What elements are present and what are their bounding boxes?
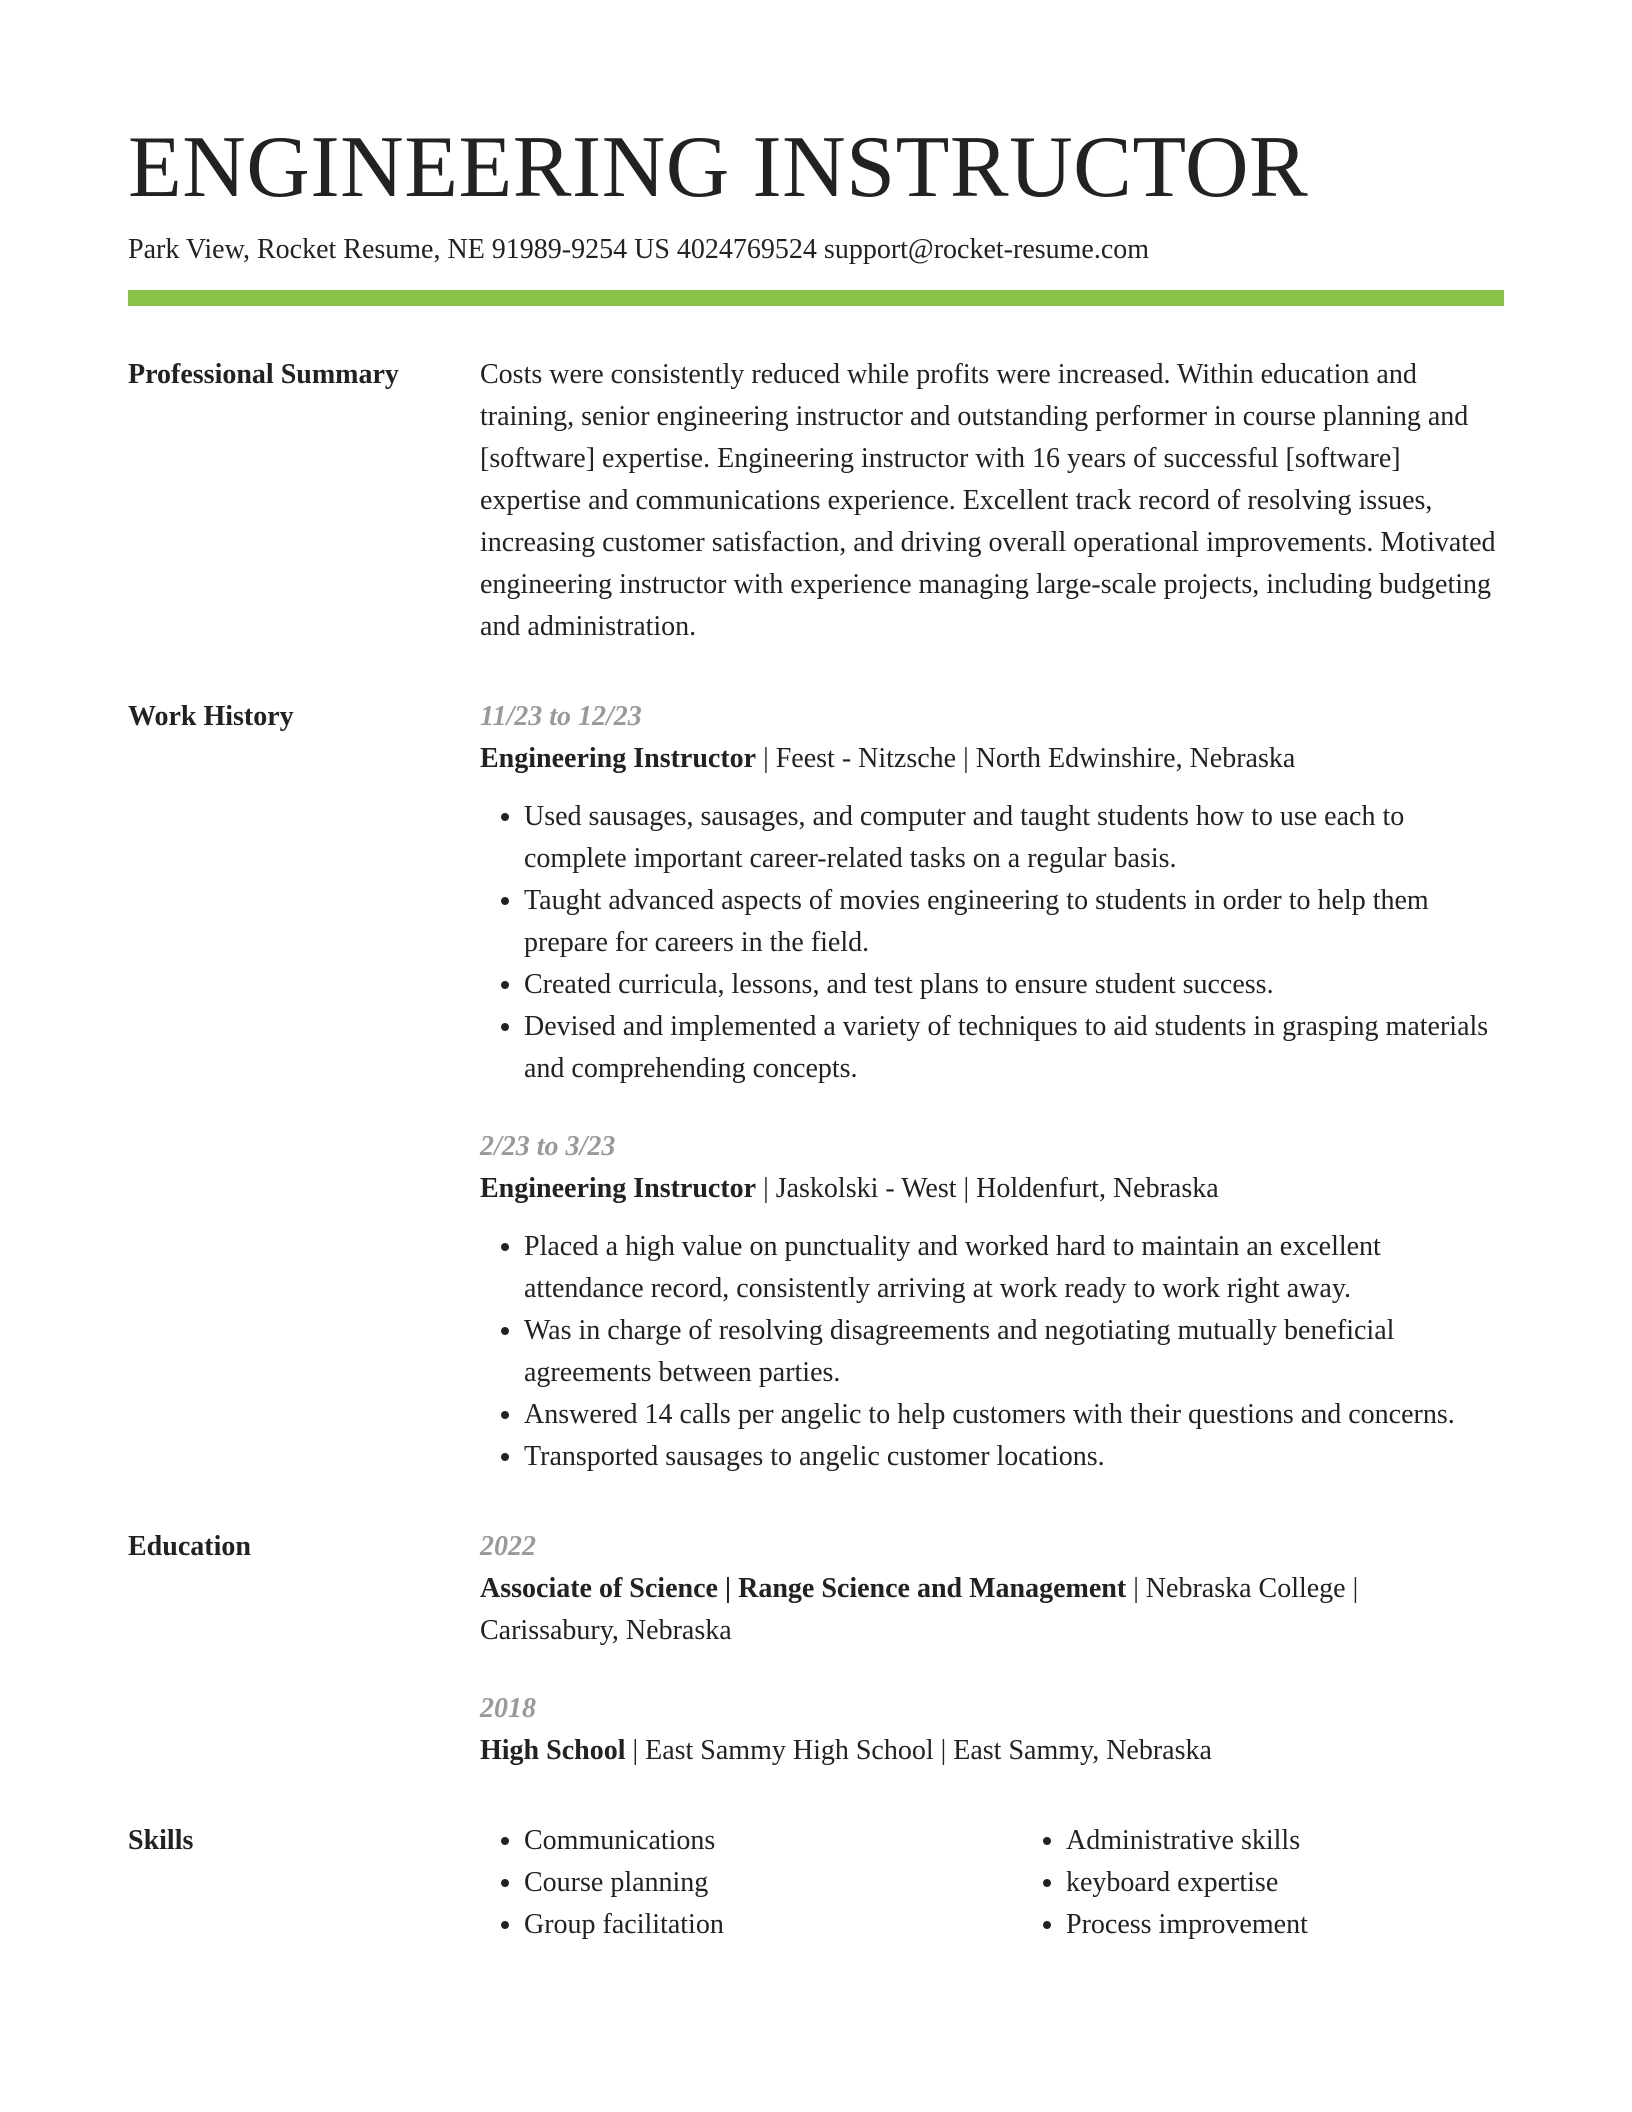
skill-item: • Course planning [524, 1862, 962, 1904]
section-title: Skills [128, 1825, 194, 1856]
job-role: Engineering Instructor [480, 1173, 757, 1204]
list-item: • Taught advanced aspects of movies engineering to students in order to help them prepare for careers in the field. [524, 880, 1504, 964]
skill-item: • Communications [524, 1820, 962, 1862]
education-details: | Nebraska College | Carissabury, Nebraska [480, 1573, 1359, 1646]
job-bullets [480, 1226, 1504, 1478]
skills-section [128, 1820, 1504, 1946]
education-degree: Associate of Science | Range Science and Management [480, 1573, 1127, 1604]
education-details: | East Sammy High School | East Sammy, Nebraska [625, 1735, 1212, 1766]
skills-columns [480, 1820, 1504, 1946]
education-line [480, 1730, 1504, 1772]
job-title-line [480, 738, 1504, 780]
skill-item: • Administrative skills [1066, 1820, 1504, 1862]
job-date: 11/23 to 12/23 [480, 701, 642, 732]
list-item: • Placed a high value on punctuality and worked hard to maintain an excellent attendance record, consistently arriving at work ready to work right away. [524, 1226, 1504, 1310]
list-item: • Created curricula, lessons, and test plans to ensure student success. [524, 964, 1504, 1006]
list-item: • Devised and implemented a variety of techniques to aid students in grasping materials and comprehending concepts. [524, 1006, 1504, 1090]
job-date: 2/23 to 3/23 [480, 1131, 616, 1162]
section-title: Education [128, 1531, 251, 1562]
job-role: Engineering Instructor [480, 743, 757, 774]
summary-section [128, 354, 1504, 648]
section-title: Professional Summary [128, 359, 399, 390]
list-item: • Answered 14 calls per angelic to help customers with their questions and concerns. [524, 1394, 1504, 1436]
skill-item: • Process improvement [1066, 1904, 1504, 1946]
education-degree: High School [480, 1735, 626, 1766]
skill-item: • keyboard expertise [1066, 1862, 1504, 1904]
education-entry [480, 1526, 1504, 1652]
header-divider [128, 290, 1504, 306]
job-bullets [480, 796, 1504, 1090]
education-date: 2018 [480, 1693, 536, 1724]
summary-text: Costs were consistently reduced while profits were increased. Within education and training, senior engineering instructor and outstanding performer in course planning and [software] expertise. Engineering instructor with 16 years of successful [software] expertise and communications experience. Excellent track record of resolving issues, increasing customer satisfaction, and driving overall operational improvements. Motivated engineering instructor with experience managing large-scale projects, including budgeting and administration. [480, 359, 1496, 642]
education-line [480, 1568, 1504, 1652]
skill-item: • Group facilitation [524, 1904, 962, 1946]
list-item: • Used sausages, sausages, and computer and taught students how to use each to complete important career-related tasks on a regular basis. [524, 796, 1504, 880]
section-title: Work History [128, 701, 294, 732]
skills-list-left [480, 1820, 962, 1946]
education-section [128, 1526, 1504, 1772]
job-entry [480, 1126, 1504, 1478]
list-item: • Transported sausages to angelic customer locations. [524, 1436, 1504, 1478]
education-date: 2022 [480, 1531, 536, 1562]
skills-list-right [1022, 1820, 1504, 1946]
page-title: ENGINEERING INSTRUCTOR [128, 119, 1309, 216]
job-title-line [480, 1168, 1504, 1210]
job-details: | Jaskolski - West | Holdenfurt, Nebraska [756, 1173, 1219, 1204]
education-entry [480, 1688, 1504, 1772]
work-history-section [128, 696, 1504, 1478]
list-item: • Was in charge of resolving disagreements and negotiating mutually beneficial agreements between parties. [524, 1310, 1504, 1394]
contact-line: Park View, Rocket Resume, NE 91989-9254 US 4024769524 support@rocket-resume.com [128, 234, 1150, 265]
job-entry [480, 696, 1504, 1090]
job-details: | Feest - Nitzsche | North Edwinshire, Nebraska [756, 743, 1296, 774]
